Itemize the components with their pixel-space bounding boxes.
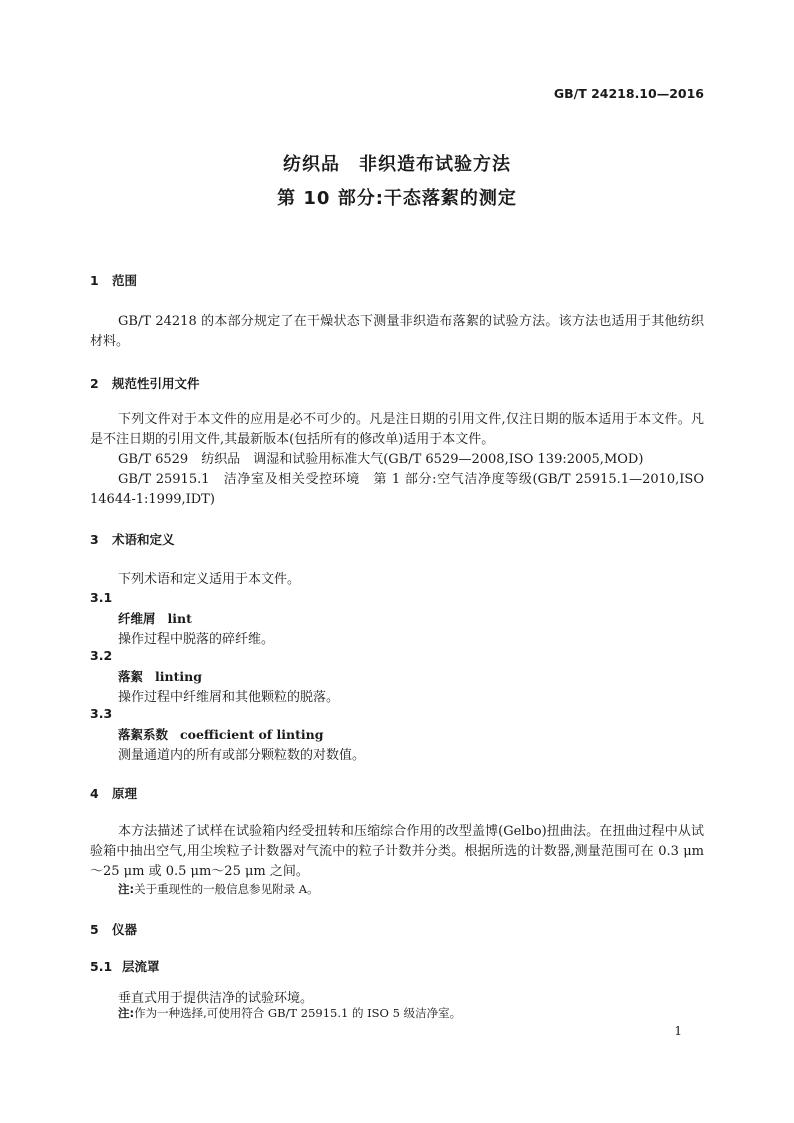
- term-en: coefficient of linting: [180, 727, 324, 742]
- standard-number: GB/T 24218.10—2016: [553, 86, 704, 101]
- page-number: 1: [674, 1024, 682, 1038]
- section-title: 规范性引用文件: [112, 376, 200, 391]
- note-text: 关于重现性的一般信息参见附录 A。: [134, 882, 319, 896]
- term-heading: [118, 667, 202, 685]
- document-title-line1: 纺织品 非织造布试验方法: [283, 154, 511, 175]
- term-heading: [118, 725, 323, 743]
- subsection-5-1-note: [118, 1005, 461, 1021]
- subsection-number: 5.1: [90, 959, 113, 974]
- note-text: 作为一种选择,可使用符合 GB/T 25915.1 的 ISO 5 级洁净室。: [134, 1006, 462, 1020]
- term-number: 3.3: [90, 706, 113, 721]
- section-number: 2: [90, 376, 99, 391]
- section-5-heading: [90, 920, 137, 938]
- term-en: lint: [167, 611, 192, 626]
- section-number: 4: [90, 786, 99, 801]
- term-number: 3.1: [90, 590, 113, 605]
- term-zh: 落絮: [118, 669, 144, 684]
- reference-gbt6529: GB/T 6529 纺织品 调湿和试验用标准大气(GB/T 6529—2008,ISO 139:2005,MOD): [118, 452, 644, 467]
- term-number: 3.2: [90, 648, 113, 663]
- section-2-heading: [90, 374, 200, 392]
- section-2-paragraph: 下列文件对于本文件的应用是必不可少的。凡是注日期的引用文件,仅注日期的版本适用于本文件。凡是不注日期的引用文件,其最新版本(包括所有的修改单)适用于本文件。: [90, 412, 704, 447]
- section-4-note: [118, 881, 319, 897]
- note-label: 注:: [118, 882, 135, 896]
- term-definition: 操作过程中纤维屑和其他颗粒的脱落。: [118, 690, 340, 705]
- section-title: 仪器: [112, 922, 138, 937]
- term-en: linting: [155, 669, 202, 684]
- section-title: 范围: [112, 273, 138, 288]
- section-3-heading: [90, 530, 175, 548]
- reference-gbt25915: GB/T 25915.1 洁净室及相关受控环境 第 1 部分:空气洁净度等级(GB/T 25915.1—2010,ISO 14644-1:1999,IDT): [90, 472, 704, 507]
- section-number: 3: [90, 532, 99, 547]
- subsection-5-1-text: 垂直式用于提供洁净的试验环境。: [118, 991, 314, 1006]
- term-definition: 操作过程中脱落的碎纤维。: [118, 632, 275, 647]
- section-title: 原理: [112, 786, 138, 801]
- term-zh: 落絮系数: [118, 727, 169, 742]
- section-number: 1: [90, 273, 99, 288]
- section-3-intro: 下列术语和定义适用于本文件。: [118, 572, 301, 587]
- section-1-paragraph: GB/T 24218 的本部分规定了在干燥状态下测量非织造布落絮的试验方法。该方法也适用于其他纺织材料。: [90, 314, 704, 349]
- subsection-5-1-heading: [90, 957, 160, 975]
- document-title-line2: 第 10 部分:干态落絮的测定: [277, 188, 517, 209]
- term-heading: [118, 609, 192, 627]
- note-label: 注:: [118, 1006, 135, 1020]
- section-number: 5: [90, 922, 99, 937]
- section-1-heading: [90, 271, 137, 289]
- section-4-paragraph: 本方法描述了试样在试验箱内经受扭转和压缩综合作用的改型盖博(Gelbo)扭曲法。在扭曲过程中从试验箱中抽出空气,用尘埃粒子计数器对气流中的粒子计数并分类。根据所选的计数器,测量范围可在 0.3 μm～25 μm 或 0.5 μm～25 μm 之间。: [90, 824, 704, 879]
- subsection-title: 层流罩: [122, 959, 160, 974]
- term-definition: 测量通道内的所有或部分颗粒数的对数值。: [118, 748, 366, 763]
- section-4-heading: [90, 784, 137, 802]
- section-title: 术语和定义: [112, 532, 175, 547]
- term-zh: 纤维屑: [118, 611, 156, 626]
